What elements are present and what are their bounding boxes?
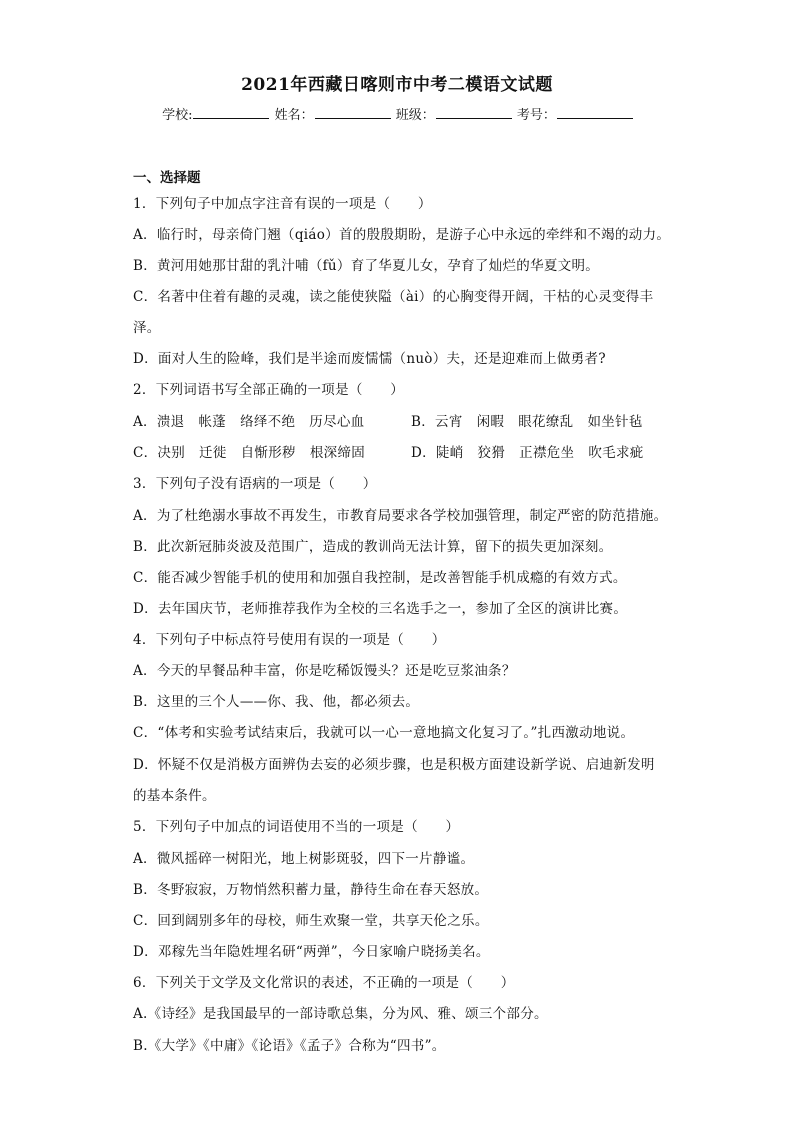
- question-3-stem: 3．下列句子没有语病的一项是（ ）: [133, 476, 377, 492]
- word: A．溃退: [133, 414, 185, 430]
- class-field[interactable]: [436, 106, 512, 119]
- question-1-option-c: C．名著中住着有趣的灵魂，读之能使狭隘（ài）的心胸变得开阔，干枯的心灵变得丰: [133, 289, 654, 305]
- question-3-option-c: C．能否减少智能手机的使用和加强自我控制，是改善智能手机成瘾的有效方式。: [133, 570, 627, 586]
- question-6-option-a: A.《诗经》是我国最早的一部诗歌总集，分为风、雅、颂三个部分。: [133, 1006, 548, 1022]
- question-5-option-c: C．回到阔别多年的母校，师生欢聚一堂，共享天伦之乐。: [133, 913, 489, 929]
- question-4-stem: 4．下列句子中标点符号使用有误的一项是（ ）: [133, 632, 446, 648]
- question-1-stem: 1．下列句子中加点字注音有误的一项是（ ）: [133, 196, 432, 212]
- question-4-option-b: B．这里的三个人——你、我、他，都必须去。: [133, 694, 420, 710]
- word: 帐蓬: [198, 414, 227, 430]
- question-5-option-d: D．邓稼先当年隐姓埋名研“两弹”，今日家喻户晓扬美名。: [133, 944, 490, 960]
- question-6-option-b: B.《大学》《中庸》《论语》《孟子》合称为“四书”。: [133, 1038, 446, 1054]
- question-1-option-d: D．面对人生的险峰，我们是半途而废懦懦（nuò）夫，还是迎难而上做勇者?: [133, 351, 606, 367]
- question-3-option-b: B．此次新冠肺炎波及范围广，造成的教训尚无法计算，留下的损失更加深刻。: [133, 539, 613, 555]
- word: B．云宵: [411, 414, 463, 430]
- word: 历尽心血: [309, 414, 365, 430]
- school-label: 学校:: [162, 108, 193, 123]
- question-1-option-c-cont: 泽。: [133, 320, 161, 336]
- question-5-stem: 5．下列句子中加点的词语使用不当的一项是（ ）: [133, 819, 460, 835]
- word: 正襟危坐: [519, 445, 575, 461]
- question-4-option-c: C．“体考和实验考试结束后，我就可以一心一意地搞文化复习了。”扎西激动地说。: [133, 725, 635, 741]
- word: 眼花缭乱: [518, 414, 574, 430]
- question-3-option-a: A．为了杜绝溺水事故不再发生，市教育局要求各学校加强管理，制定严密的防范措施。: [133, 508, 668, 524]
- question-2-option-d: [411, 441, 658, 461]
- question-6-stem: 6．下列关于文学及文化常识的表述，不正确的一项是（ ）: [133, 975, 515, 991]
- word: C．决别: [133, 445, 186, 461]
- word: 自惭形秽: [240, 445, 296, 461]
- name-field[interactable]: [315, 106, 391, 119]
- question-5-option-a: A．微风摇碎一树阳光，地上树影斑驳，四下一片静谧。: [133, 851, 475, 867]
- word: 吹毛求疵: [588, 445, 644, 461]
- question-4-option-a: A．今天的早餐品种丰富，你是吃稀饭馒头？还是吃豆浆油条？: [133, 663, 516, 679]
- question-3-option-d: D．去年国庆节，老师推荐我作为全校的三名选手之一，参加了全区的演讲比赛。: [133, 601, 628, 617]
- question-5-option-b: B．冬野寂寂，万物悄然积蓄力量，静待生命在春天怒放。: [133, 882, 489, 898]
- question-2-option-c: [133, 441, 379, 461]
- word: 狡猾: [477, 445, 506, 461]
- word: 如坐针毡: [587, 414, 643, 430]
- class-label: 班级：: [395, 108, 435, 123]
- section-heading: 一、选择题: [133, 170, 201, 186]
- question-4-option-d: D．怀疑不仅是消极方面辨伪去妄的必须步骤，也是积极方面建设新学说、启迪新发明: [133, 757, 655, 773]
- student-info-row: [0, 104, 794, 123]
- exam-no-label: 考号：: [516, 108, 556, 123]
- question-1-option-b: B．黄河用她那甘甜的乳汁哺（fǔ）育了华夏儿女，孕育了灿烂的华夏文明。: [133, 258, 600, 274]
- word: 络绎不绝: [240, 414, 296, 430]
- name-label: 姓名：: [274, 108, 314, 123]
- word: 闲暇: [476, 414, 505, 430]
- school-field[interactable]: [193, 106, 269, 119]
- question-2-option-a: [133, 410, 378, 430]
- question-2-stem: 2．下列词语书写全部正确的一项是（ ）: [133, 382, 405, 398]
- question-2-option-b: [411, 410, 657, 430]
- question-4-option-d-cont: 的基本条件。: [133, 788, 216, 804]
- word: 根深缔固: [309, 445, 366, 461]
- word: D．陡峭: [411, 445, 464, 461]
- exam-no-field[interactable]: [557, 106, 633, 119]
- question-1-option-a: A．临行时，母亲倚门翘（qiáo）首的殷殷期盼，是游子心中永远的牵绊和不竭的动力。: [133, 227, 671, 243]
- exam-title: 2021年西藏日喀则市中考二模语文试题: [241, 75, 553, 95]
- word: 迁徙: [199, 445, 227, 461]
